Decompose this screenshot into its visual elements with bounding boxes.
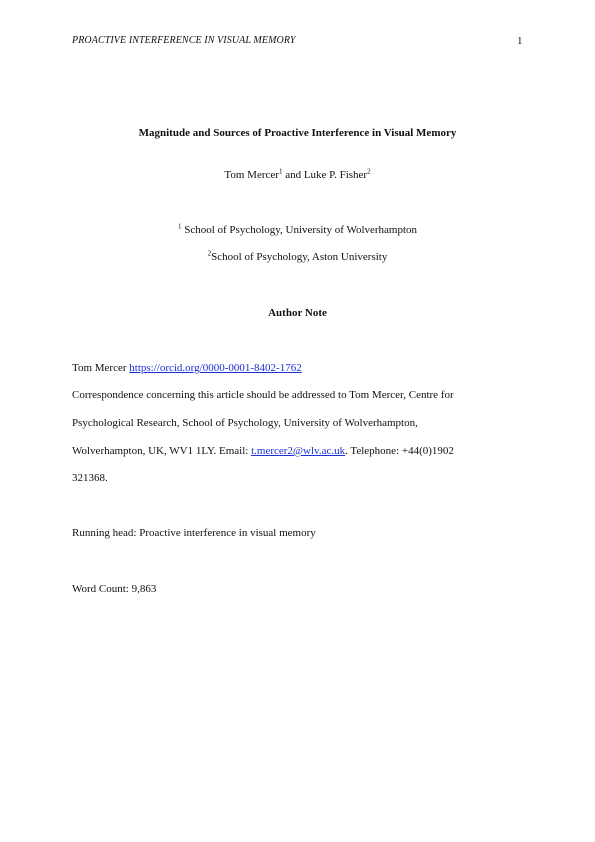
- author-name-2: Luke P. Fisher: [303, 169, 368, 181]
- correspondence-address: Wolverhampton, UK, WV1 1LY. Email:: [72, 445, 252, 457]
- paper-title: Magnitude and Sources of Proactive Interference in Visual Memory: [138, 127, 457, 139]
- author-name-1: Tom Mercer: [224, 169, 279, 181]
- affiliation-1-text: School of Psychology, University of Wolverhampton: [181, 224, 418, 236]
- affiliation-2-mark: 2: [207, 249, 212, 258]
- orcid-author-name: Tom Mercer: [72, 362, 130, 374]
- orcid-link[interactable]: https://orcid.org/0000-0001-8402-1762: [129, 362, 302, 374]
- correspondence-line-2: Psychological Research, School of Psychology, University of Wolverhampton,: [72, 417, 418, 429]
- affiliation-1-mark: 1: [177, 222, 182, 231]
- word-count: Word Count: 9,863: [72, 583, 157, 595]
- author-1-affiliation-mark: 1: [278, 167, 283, 176]
- running-head: Running head: Proactive interference in visual memory: [72, 527, 316, 539]
- author-note-heading: Author Note: [268, 307, 327, 319]
- affiliation-2: [0, 251, 595, 263]
- orcid-line: [72, 362, 302, 374]
- correspondence-line-4: 321368.: [72, 472, 108, 484]
- telephone-text: . Telephone: +44(0)1902: [345, 445, 454, 457]
- author-2-affiliation-mark: 2: [367, 167, 371, 176]
- author-line: [0, 169, 595, 181]
- email-link[interactable]: t.mercer2@wlv.ac.uk: [251, 445, 346, 457]
- author-connector: and: [282, 169, 304, 181]
- correspondence-line-3: [72, 445, 454, 457]
- affiliation-2-text: School of Psychology, Aston University: [211, 251, 388, 263]
- running-header-title: PROACTIVE INTERFERENCE IN VISUAL MEMORY: [72, 35, 296, 46]
- affiliation-1: [0, 224, 595, 236]
- correspondence-line-1: Correspondence concerning this article should be addressed to Tom Mercer, Centre for: [72, 389, 454, 401]
- page-number: 1: [517, 35, 523, 47]
